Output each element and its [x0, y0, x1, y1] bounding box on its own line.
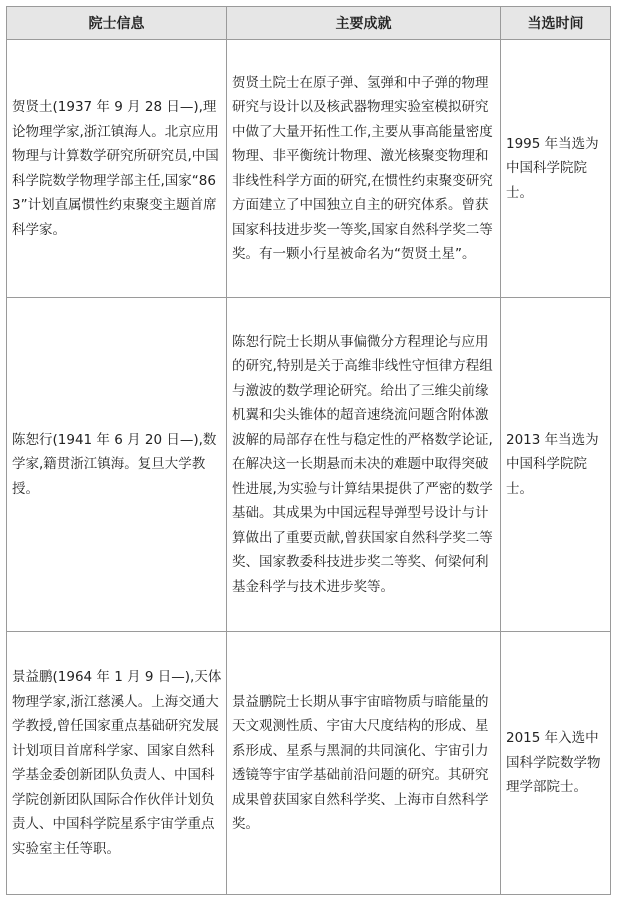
cell-time: 2013 年当选为中国科学院院士。 [501, 298, 611, 632]
header-info: 院士信息 [7, 7, 227, 40]
cell-info: 陈恕行(1941 年 6 月 20 日—),数学家,籍贯浙江镇海。复旦大学教授。 [7, 298, 227, 632]
cell-achievement: 景益鹏院士长期从事宇宙暗物质与暗能量的天文观测性质、宇宙大尺度结构的形成、星系形成、星系与黑洞的共同演化、宇宙引力透镜等宇宙学基础前沿问题的研究。其研究成果曾获国家自然科学奖、上海市自然科学奖。 [227, 632, 501, 895]
table-row [7, 632, 611, 895]
table-row [7, 40, 611, 298]
header-time: 当选时间 [501, 7, 611, 40]
cell-achievement: 贺贤土院士在原子弹、氢弹和中子弹的物理研究与设计以及核武器物理实验室模拟研究中做了大量开拓性工作,主要从事高能量密度物理、非平衡统计物理、激光核聚变物理和非线性科学方面的研究,在惯性约束聚变研究方面建立了中国独立自主的研究体系。曾获国家科技进步奖一等奖,国家自然科学奖二等奖。有一颗小行星被命名为“贺贤土星”。 [227, 40, 501, 298]
cell-achievement: 陈恕行院士长期从事偏微分方程理论与应用的研究,特别是关于高维非线性守恒律方程组与激波的数学理论研究。给出了三维尖前缘机翼和尖头锥体的超音速绕流问题含附体激波解的局部存在性与稳定性的严格数学论证,在解决这一长期悬而未决的难题中取得突破性进展,为实验与计算结果提供了严密的数学基础。其成果为中国远程导弹型号设计与计算做出了重要贡献,曾获国家自然科学奖二等奖、国家教委科技进步奖二等奖、何梁何利基金科学与技术进步奖等。 [227, 298, 501, 632]
academician-table [6, 6, 611, 895]
cell-time: 1995 年当选为中国科学院院士。 [501, 40, 611, 298]
header-achievement: 主要成就 [227, 7, 501, 40]
academician-table-container [6, 6, 611, 895]
table-header-row [7, 7, 611, 40]
table-row [7, 298, 611, 632]
cell-info: 景益鹏(1964 年 1 月 9 日—),天体物理学家,浙江慈溪人。上海交通大学教授,曾任国家重点基础研究发展计划项目首席科学家、国家自然科学基金委创新团队负责人、中国科学院创新团队国际合作伙伴计划负责人、中国科学院星系宇宙学重点实验室主任等职。 [7, 632, 227, 895]
cell-time: 2015 年入选中国科学院数学物理学部院士。 [501, 632, 611, 895]
cell-info: 贺贤土(1937 年 9 月 28 日—),理论物理学家,浙江镇海人。北京应用物理与计算数学研究所研究员,中国科学院数学物理学部主任,国家“863”计划直属惯性约束聚变主题首席科学家。 [7, 40, 227, 298]
